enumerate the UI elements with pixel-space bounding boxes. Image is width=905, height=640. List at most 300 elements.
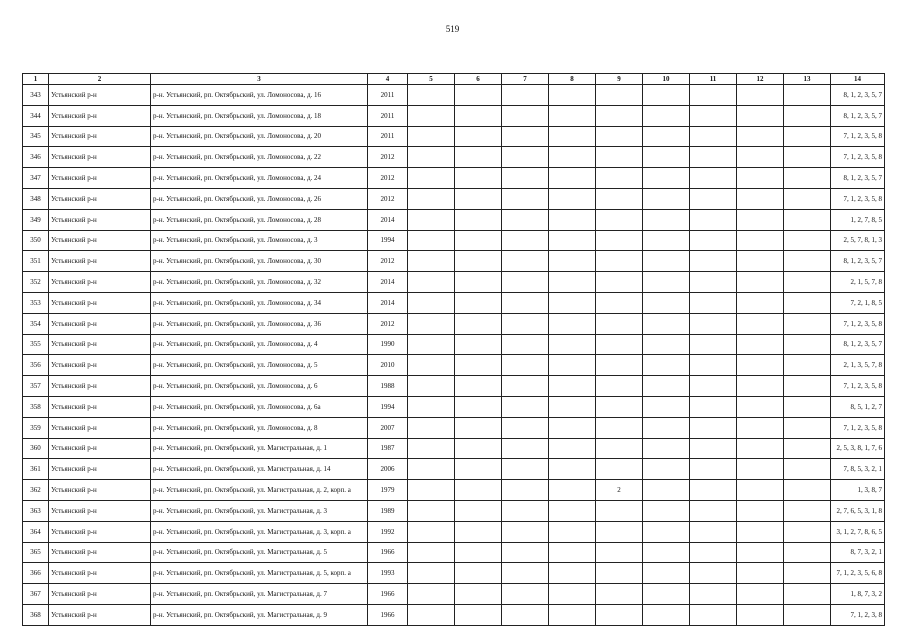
empty-cell (455, 438, 502, 459)
empty-cell (643, 584, 690, 605)
empty-cell (737, 230, 784, 251)
empty-cell (502, 251, 549, 272)
empty-cell (690, 292, 737, 313)
empty-cell (737, 542, 784, 563)
row-number-cell: 349 (23, 209, 49, 230)
column-9-cell (596, 168, 643, 189)
empty-cell (502, 396, 549, 417)
year-cell: 1994 (368, 396, 408, 417)
column-9-cell (596, 521, 643, 542)
district-cell: Устьянский р-н (49, 126, 151, 147)
table-row (23, 168, 885, 189)
work-codes-cell: 8, 7, 3, 2, 1 (831, 542, 885, 563)
header-row (23, 74, 885, 85)
empty-cell (455, 396, 502, 417)
empty-cell (737, 209, 784, 230)
column-9-cell (596, 272, 643, 293)
row-number-cell: 365 (23, 542, 49, 563)
empty-cell (784, 147, 831, 168)
column-9-cell (596, 500, 643, 521)
empty-cell (690, 272, 737, 293)
district-cell: Устьянский р-н (49, 188, 151, 209)
empty-cell (408, 542, 455, 563)
empty-cell (455, 105, 502, 126)
year-cell: 2006 (368, 459, 408, 480)
empty-cell (643, 230, 690, 251)
empty-cell (549, 604, 596, 625)
empty-cell (737, 417, 784, 438)
address-cell: р-н. Устьянский, рп. Октябрьский, ул. Ломоносова, д. 20 (151, 126, 368, 147)
empty-cell (408, 521, 455, 542)
empty-cell (549, 188, 596, 209)
empty-cell (643, 438, 690, 459)
year-cell: 2012 (368, 168, 408, 189)
year-cell: 2014 (368, 272, 408, 293)
work-codes-cell: 7, 2, 1, 8, 5 (831, 292, 885, 313)
work-codes-cell: 7, 1, 2, 3, 5, 8 (831, 188, 885, 209)
column-header: 6 (455, 74, 502, 85)
empty-cell (549, 272, 596, 293)
year-cell: 1993 (368, 563, 408, 584)
row-number-cell: 344 (23, 105, 49, 126)
empty-cell (549, 105, 596, 126)
row-number-cell: 346 (23, 147, 49, 168)
district-cell: Устьянский р-н (49, 417, 151, 438)
empty-cell (690, 105, 737, 126)
year-cell: 2007 (368, 417, 408, 438)
work-codes-cell: 8, 1, 2, 3, 5, 7 (831, 168, 885, 189)
table-row (23, 251, 885, 272)
empty-cell (549, 313, 596, 334)
year-cell: 2014 (368, 209, 408, 230)
table-row (23, 563, 885, 584)
district-cell: Устьянский р-н (49, 584, 151, 605)
column-header: 9 (596, 74, 643, 85)
housing-register-table (22, 73, 885, 626)
district-cell: Устьянский р-н (49, 480, 151, 501)
empty-cell (502, 355, 549, 376)
empty-cell (408, 459, 455, 480)
empty-cell (690, 480, 737, 501)
address-cell: р-н. Устьянский, рп. Октябрьский, ул. Магистральная, д. 5, корп. а (151, 563, 368, 584)
empty-cell (502, 272, 549, 293)
column-9-cell (596, 563, 643, 584)
empty-cell (784, 459, 831, 480)
column-header: 2 (49, 74, 151, 85)
year-cell: 1966 (368, 604, 408, 625)
row-number-cell: 358 (23, 396, 49, 417)
year-cell: 1966 (368, 584, 408, 605)
column-header: 13 (784, 74, 831, 85)
empty-cell (737, 313, 784, 334)
empty-cell (408, 500, 455, 521)
empty-cell (690, 85, 737, 106)
empty-cell (737, 147, 784, 168)
work-codes-cell: 8, 1, 2, 3, 5, 7 (831, 85, 885, 106)
empty-cell (455, 521, 502, 542)
empty-cell (784, 126, 831, 147)
empty-cell (690, 147, 737, 168)
row-number-cell: 360 (23, 438, 49, 459)
empty-cell (455, 251, 502, 272)
empty-cell (455, 355, 502, 376)
column-9-cell (596, 209, 643, 230)
district-cell: Устьянский р-н (49, 396, 151, 417)
district-cell: Устьянский р-н (49, 355, 151, 376)
column-9-cell (596, 230, 643, 251)
row-number-cell: 364 (23, 521, 49, 542)
column-9-cell (596, 188, 643, 209)
empty-cell (737, 168, 784, 189)
empty-cell (408, 480, 455, 501)
empty-cell (643, 85, 690, 106)
row-number-cell: 348 (23, 188, 49, 209)
work-codes-cell: 7, 1, 2, 3, 5, 8 (831, 126, 885, 147)
district-cell: Устьянский р-н (49, 209, 151, 230)
empty-cell (643, 355, 690, 376)
empty-cell (784, 521, 831, 542)
address-cell: р-н. Устьянский, рп. Октябрьский, ул. Магистральная, д. 14 (151, 459, 368, 480)
district-cell: Устьянский р-н (49, 459, 151, 480)
empty-cell (455, 147, 502, 168)
empty-cell (549, 355, 596, 376)
district-cell: Устьянский р-н (49, 292, 151, 313)
table-body (23, 85, 885, 626)
column-header: 7 (502, 74, 549, 85)
empty-cell (408, 604, 455, 625)
empty-cell (408, 85, 455, 106)
empty-cell (643, 521, 690, 542)
empty-cell (690, 542, 737, 563)
work-codes-cell: 1, 3, 8, 7 (831, 480, 885, 501)
empty-cell (549, 292, 596, 313)
work-codes-cell: 7, 1, 2, 3, 5, 8 (831, 147, 885, 168)
empty-cell (690, 604, 737, 625)
column-9-cell (596, 105, 643, 126)
empty-cell (784, 563, 831, 584)
work-codes-cell: 7, 1, 2, 3, 8 (831, 604, 885, 625)
empty-cell (502, 500, 549, 521)
empty-cell (737, 105, 784, 126)
empty-cell (737, 480, 784, 501)
empty-cell (690, 251, 737, 272)
empty-cell (502, 521, 549, 542)
empty-cell (502, 604, 549, 625)
row-number-cell: 353 (23, 292, 49, 313)
empty-cell (408, 272, 455, 293)
address-cell: р-н. Устьянский, рп. Октябрьский, ул. Ломоносова, д. 36 (151, 313, 368, 334)
work-codes-cell: 8, 1, 2, 3, 5, 7 (831, 105, 885, 126)
empty-cell (408, 230, 455, 251)
work-codes-cell: 7, 1, 2, 3, 5, 6, 8 (831, 563, 885, 584)
empty-cell (549, 438, 596, 459)
column-header: 4 (368, 74, 408, 85)
empty-cell (502, 230, 549, 251)
empty-cell (549, 147, 596, 168)
empty-cell (643, 459, 690, 480)
empty-cell (549, 85, 596, 106)
district-cell: Устьянский р-н (49, 334, 151, 355)
address-cell: р-н. Устьянский, рп. Октябрьский, ул. Ломоносова, д. 28 (151, 209, 368, 230)
work-codes-cell: 2, 1, 5, 7, 8 (831, 272, 885, 293)
empty-cell (690, 188, 737, 209)
empty-cell (408, 313, 455, 334)
empty-cell (690, 459, 737, 480)
table-row (23, 230, 885, 251)
row-number-cell: 347 (23, 168, 49, 189)
empty-cell (643, 168, 690, 189)
column-9-cell (596, 292, 643, 313)
empty-cell (784, 396, 831, 417)
table-row (23, 480, 885, 501)
district-cell: Устьянский р-н (49, 563, 151, 584)
column-header: 10 (643, 74, 690, 85)
empty-cell (502, 168, 549, 189)
table-row (23, 604, 885, 625)
year-cell: 2012 (368, 147, 408, 168)
table-row (23, 376, 885, 397)
table-row (23, 500, 885, 521)
table-row (23, 542, 885, 563)
empty-cell (643, 251, 690, 272)
year-cell: 1966 (368, 542, 408, 563)
empty-cell (408, 147, 455, 168)
year-cell: 2010 (368, 355, 408, 376)
empty-cell (502, 417, 549, 438)
empty-cell (643, 417, 690, 438)
empty-cell (643, 292, 690, 313)
column-9-cell (596, 542, 643, 563)
year-cell: 1988 (368, 376, 408, 397)
address-cell: р-н. Устьянский, рп. Октябрьский, ул. Ломоносова, д. 24 (151, 168, 368, 189)
empty-cell (737, 292, 784, 313)
empty-cell (549, 168, 596, 189)
empty-cell (784, 542, 831, 563)
address-cell: р-н. Устьянский, рп. Октябрьский, ул. Ломоносова, д. 4 (151, 334, 368, 355)
empty-cell (549, 334, 596, 355)
empty-cell (784, 376, 831, 397)
district-cell: Устьянский р-н (49, 500, 151, 521)
empty-cell (455, 168, 502, 189)
empty-cell (737, 563, 784, 584)
row-number-cell: 363 (23, 500, 49, 521)
empty-cell (502, 438, 549, 459)
empty-cell (737, 521, 784, 542)
empty-cell (643, 105, 690, 126)
row-number-cell: 350 (23, 230, 49, 251)
column-header: 1 (23, 74, 49, 85)
empty-cell (643, 604, 690, 625)
empty-cell (737, 438, 784, 459)
address-cell: р-н. Устьянский, рп. Октябрьский, ул. Ломоносова, д. 34 (151, 292, 368, 313)
empty-cell (408, 105, 455, 126)
empty-cell (784, 168, 831, 189)
empty-cell (502, 105, 549, 126)
table-row (23, 355, 885, 376)
empty-cell (549, 480, 596, 501)
empty-cell (784, 209, 831, 230)
column-header: 14 (831, 74, 885, 85)
address-cell: р-н. Устьянский, рп. Октябрьский, ул. Магистральная, д. 3, корп. а (151, 521, 368, 542)
row-number-cell: 361 (23, 459, 49, 480)
empty-cell (784, 334, 831, 355)
empty-cell (643, 542, 690, 563)
row-number-cell: 359 (23, 417, 49, 438)
empty-cell (737, 85, 784, 106)
empty-cell (455, 313, 502, 334)
year-cell: 2012 (368, 188, 408, 209)
year-cell: 2012 (368, 313, 408, 334)
empty-cell (455, 292, 502, 313)
work-codes-cell: 1, 2, 7, 8, 5 (831, 209, 885, 230)
address-cell: р-н. Устьянский, рп. Октябрьский, ул. Ломоносова, д. 32 (151, 272, 368, 293)
empty-cell (502, 334, 549, 355)
empty-cell (502, 209, 549, 230)
address-cell: р-н. Устьянский, рп. Октябрьский, ул. Магистральная, д. 9 (151, 604, 368, 625)
work-codes-cell: 7, 8, 5, 3, 2, 1 (831, 459, 885, 480)
empty-cell (455, 542, 502, 563)
empty-cell (408, 168, 455, 189)
row-number-cell: 356 (23, 355, 49, 376)
column-9-cell (596, 396, 643, 417)
column-9-cell (596, 438, 643, 459)
empty-cell (502, 126, 549, 147)
column-9-cell (596, 584, 643, 605)
table-row (23, 521, 885, 542)
column-header: 5 (408, 74, 455, 85)
empty-cell (690, 584, 737, 605)
work-codes-cell: 8, 1, 2, 3, 5, 7 (831, 251, 885, 272)
row-number-cell: 367 (23, 584, 49, 605)
empty-cell (737, 584, 784, 605)
empty-cell (549, 396, 596, 417)
empty-cell (408, 584, 455, 605)
empty-cell (690, 209, 737, 230)
column-header: 11 (690, 74, 737, 85)
empty-cell (502, 480, 549, 501)
empty-cell (690, 396, 737, 417)
empty-cell (502, 376, 549, 397)
table-row (23, 105, 885, 126)
table-row (23, 334, 885, 355)
empty-cell (549, 230, 596, 251)
address-cell: р-н. Устьянский, рп. Октябрьский, ул. Магистральная, д. 1 (151, 438, 368, 459)
empty-cell (549, 417, 596, 438)
row-number-cell: 355 (23, 334, 49, 355)
column-header: 3 (151, 74, 368, 85)
work-codes-cell: 7, 1, 2, 3, 5, 8 (831, 417, 885, 438)
column-9-cell (596, 376, 643, 397)
column-9-cell (596, 313, 643, 334)
address-cell: р-н. Устьянский, рп. Октябрьский, ул. Магистральная, д. 7 (151, 584, 368, 605)
empty-cell (408, 188, 455, 209)
table-row (23, 126, 885, 147)
empty-cell (455, 126, 502, 147)
work-codes-cell: 2, 7, 6, 5, 3, 1, 8 (831, 500, 885, 521)
address-cell: р-н. Устьянский, рп. Октябрьский, ул. Ломоносова, д. 5 (151, 355, 368, 376)
column-header: 8 (549, 74, 596, 85)
district-cell: Устьянский р-н (49, 105, 151, 126)
work-codes-cell: 8, 1, 2, 3, 5, 7 (831, 334, 885, 355)
empty-cell (455, 459, 502, 480)
table-row (23, 272, 885, 293)
empty-cell (455, 334, 502, 355)
empty-cell (549, 542, 596, 563)
column-9-cell: 2 (596, 480, 643, 501)
empty-cell (784, 251, 831, 272)
row-number-cell: 345 (23, 126, 49, 147)
empty-cell (408, 376, 455, 397)
empty-cell (784, 604, 831, 625)
empty-cell (455, 376, 502, 397)
district-cell: Устьянский р-н (49, 251, 151, 272)
table-row (23, 396, 885, 417)
empty-cell (455, 563, 502, 584)
address-cell: р-н. Устьянский, рп. Октябрьский, ул. Магистральная, д. 2, корп. а (151, 480, 368, 501)
empty-cell (643, 376, 690, 397)
year-cell: 1992 (368, 521, 408, 542)
empty-cell (643, 188, 690, 209)
empty-cell (408, 209, 455, 230)
empty-cell (408, 334, 455, 355)
table-row (23, 85, 885, 106)
district-cell: Устьянский р-н (49, 604, 151, 625)
empty-cell (737, 459, 784, 480)
work-codes-cell: 1, 8, 7, 3, 2 (831, 584, 885, 605)
table-row (23, 584, 885, 605)
work-codes-cell: 8, 5, 1, 2, 7 (831, 396, 885, 417)
empty-cell (408, 396, 455, 417)
empty-cell (643, 209, 690, 230)
empty-cell (690, 334, 737, 355)
address-cell: р-н. Устьянский, рп. Октябрьский, ул. Магистральная, д. 3 (151, 500, 368, 521)
work-codes-cell: 2, 5, 7, 8, 1, 3 (831, 230, 885, 251)
empty-cell (502, 147, 549, 168)
empty-cell (455, 209, 502, 230)
empty-cell (455, 188, 502, 209)
empty-cell (502, 313, 549, 334)
empty-cell (455, 85, 502, 106)
empty-cell (690, 500, 737, 521)
work-codes-cell: 3, 1, 2, 7, 8, 6, 5 (831, 521, 885, 542)
district-cell: Устьянский р-н (49, 147, 151, 168)
empty-cell (737, 604, 784, 625)
table-row (23, 292, 885, 313)
empty-cell (549, 563, 596, 584)
table-row (23, 313, 885, 334)
district-cell: Устьянский р-н (49, 272, 151, 293)
table-row (23, 438, 885, 459)
empty-cell (643, 563, 690, 584)
address-cell: р-н. Устьянский, рп. Октябрьский, ул. Магистральная, д. 5 (151, 542, 368, 563)
empty-cell (455, 584, 502, 605)
empty-cell (784, 313, 831, 334)
column-9-cell (596, 355, 643, 376)
empty-cell (690, 168, 737, 189)
empty-cell (784, 438, 831, 459)
work-codes-cell: 7, 1, 2, 3, 5, 8 (831, 313, 885, 334)
year-cell: 1990 (368, 334, 408, 355)
empty-cell (455, 230, 502, 251)
row-number-cell: 352 (23, 272, 49, 293)
row-number-cell: 368 (23, 604, 49, 625)
empty-cell (643, 126, 690, 147)
district-cell: Устьянский р-н (49, 168, 151, 189)
empty-cell (737, 272, 784, 293)
empty-cell (408, 126, 455, 147)
empty-cell (784, 272, 831, 293)
table-row (23, 459, 885, 480)
